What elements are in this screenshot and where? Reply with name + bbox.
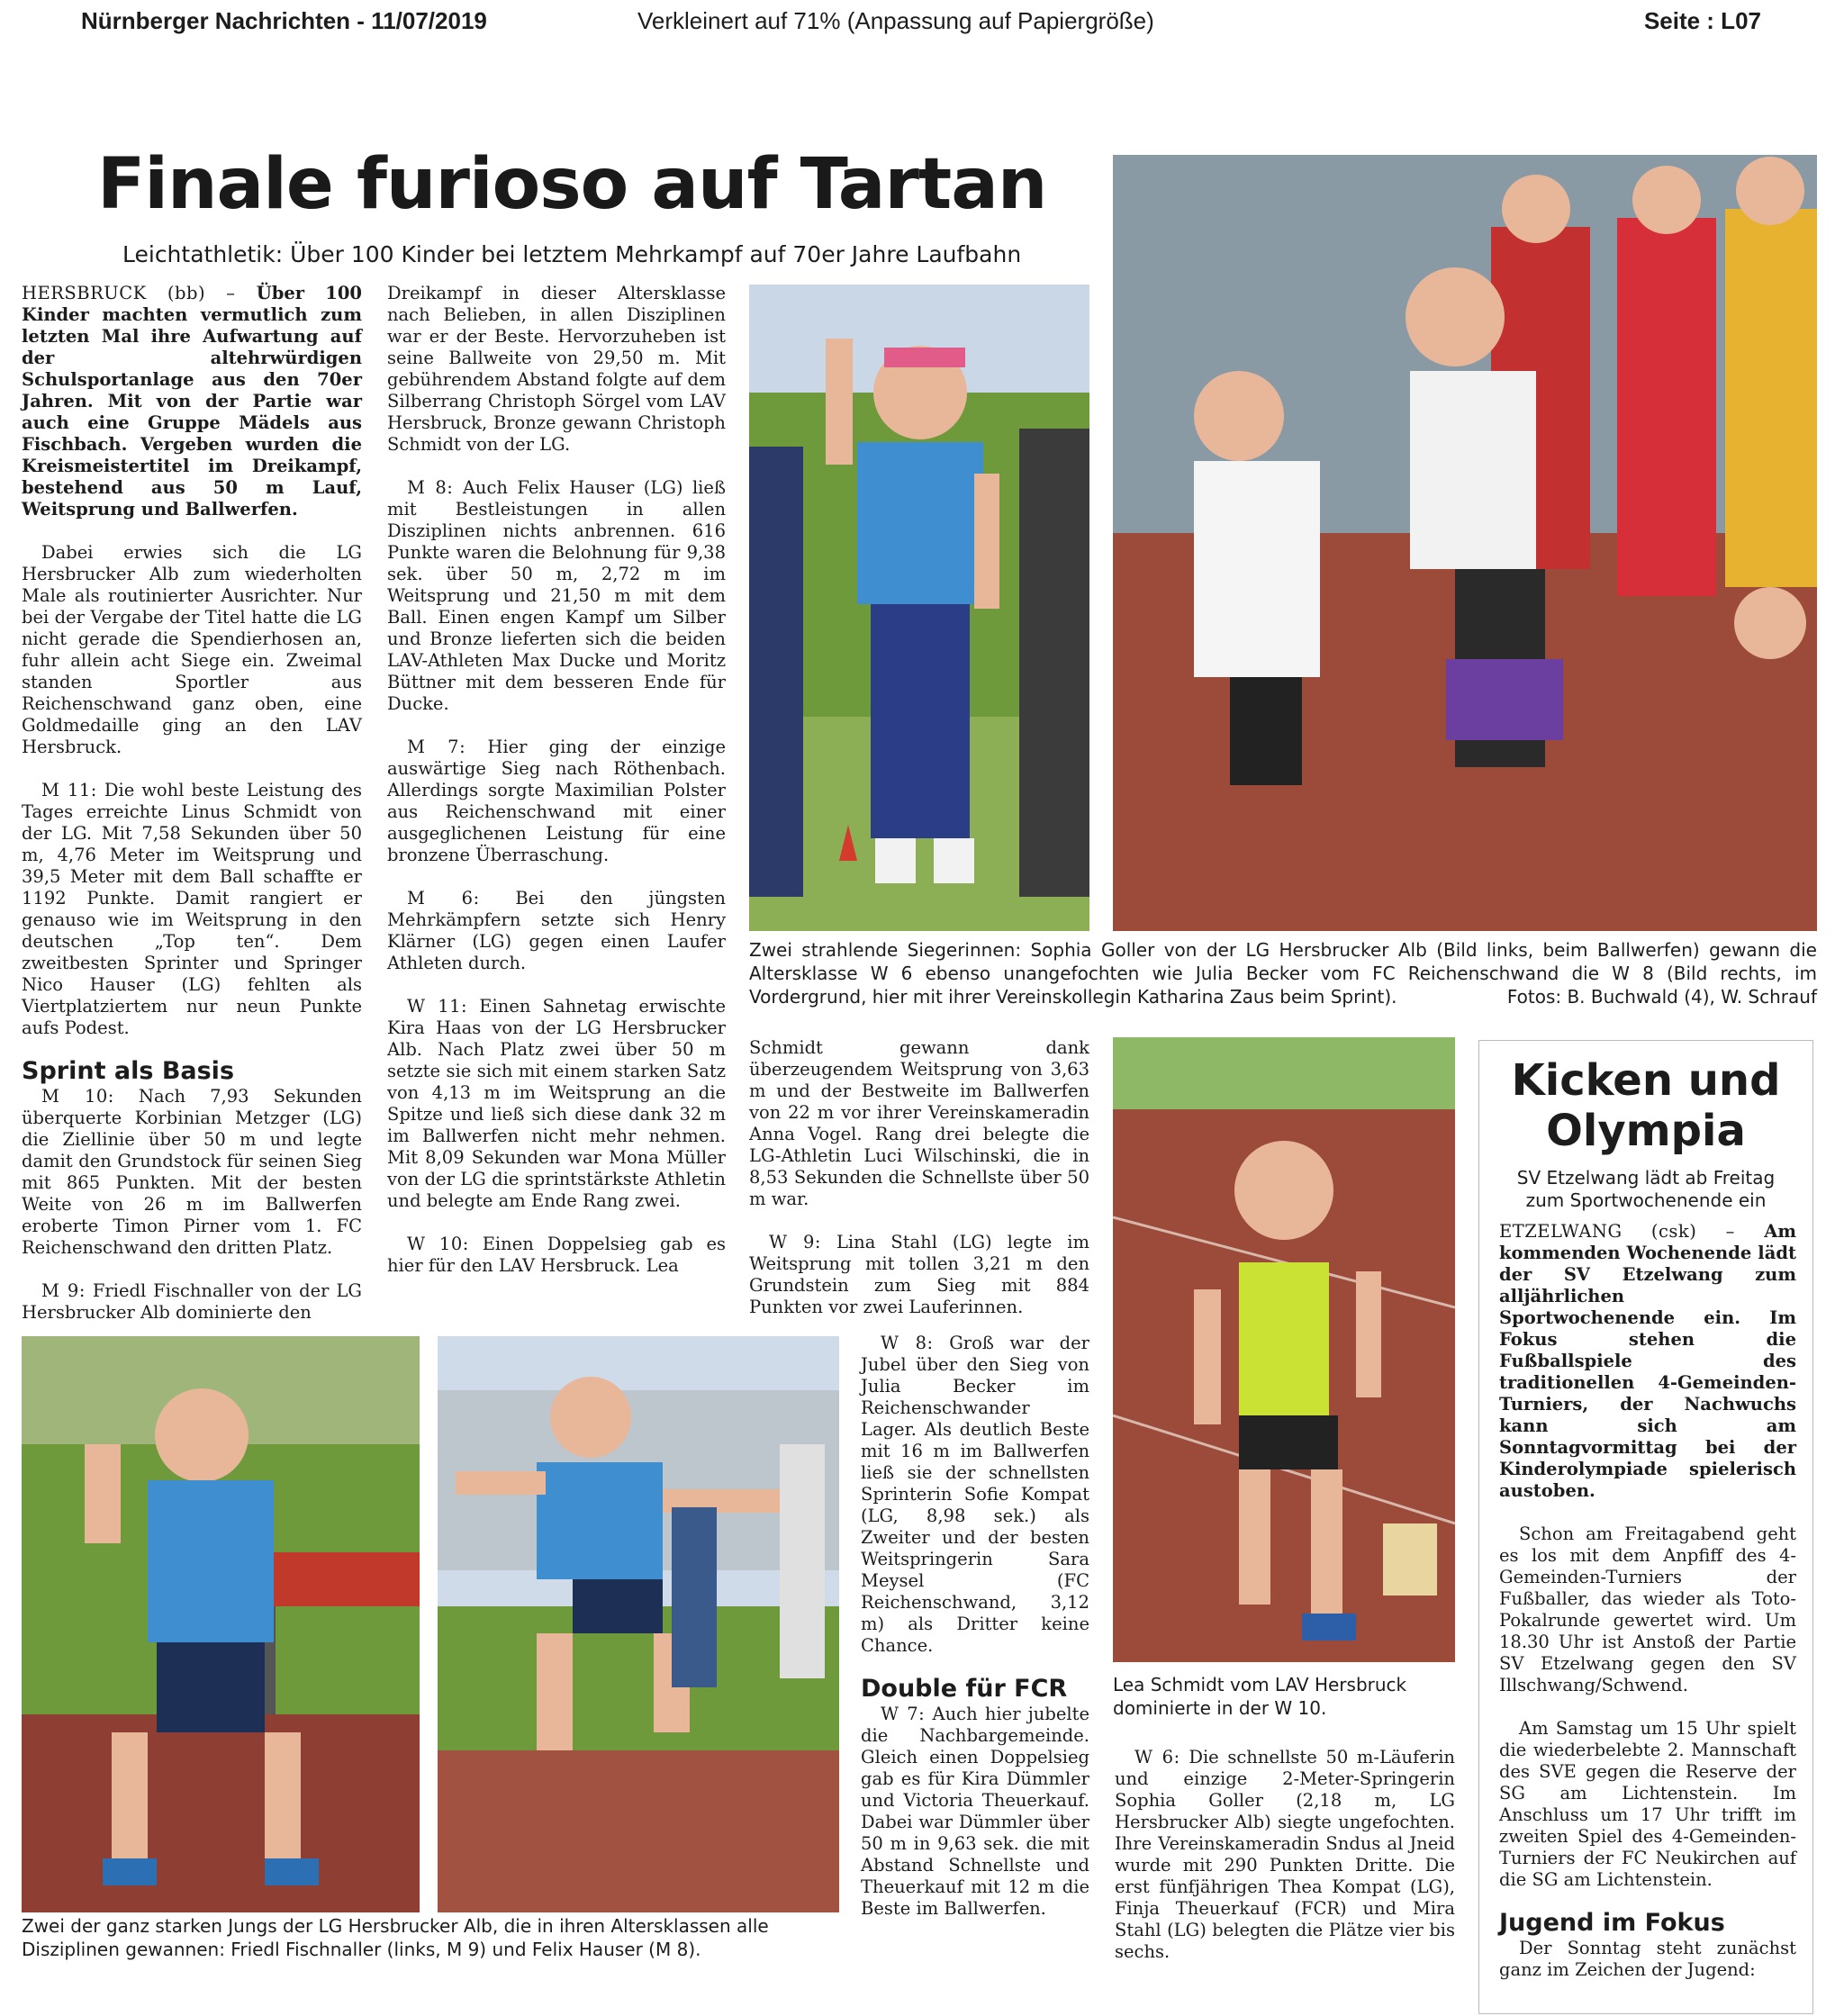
paragraph-w6: W 6: Die schnellste 50 m-Läuferin und einzige 2-Meter-Springerin Sophia Goller (2,18 m, LG Hersbrucker Alb) siegte ungefochten. Ihre Vereinskameradin Sndus al Jneid wurde mit 290 Punkten Dritte. Die erst fünfjährigen Thea Kompat (LG), Finja Theuerkauf (FCR) und Mira Stahl (LG) belegten die Plätze vier bis sechs.: [1115, 1747, 1455, 1962]
sidebar-lead: ETZELWANG (csk) – Am kommenden Wochenende lädt der SV Etzelwang zum alljährlichen Sportwochenende ein. Im Fokus stehen die Fußballspiele des traditionellen 4-Gemeinden-Turniers, der Nachwuchs kann sich am Sonntagvormittag bei der Kinderolympiade spielerisch austoben.: [1499, 1221, 1796, 1501]
dateline: HERSBRUCK (bb) –: [22, 283, 236, 303]
photo-lea-schmidt: [1113, 1037, 1455, 1662]
paragraph-w11: W 11: Einen Sahnetag erwischte Kira Haas von der LG Hersbrucker Alb. Nach Platz zwei über 50 m setzte sie sich mit einem starken Satz von 4,13 m im Weitsprung an die Spitze und ließ sich diese dank 32 m im Ballwerfen nicht mehr nehmen. Mit 8,09 Sekunden war Mona Müller von der LG die sprintstärkste Athletin und belegte am Ende Rang zwei.: [387, 996, 727, 1211]
article-column-4: [861, 1333, 1089, 1941]
section-heading-sprint: Sprint als Basis: [22, 1057, 235, 1085]
photo-boy-weitsprung: [438, 1336, 839, 1912]
article-column-2: [387, 283, 726, 1298]
section-heading-double: Double für FCR: [861, 1675, 1068, 1703]
headline: Finale furioso auf Tartan: [97, 144, 1047, 225]
sidebar-article: [1478, 1040, 1813, 2014]
paragraph-m11: M 11: Die wohl beste Leistung des Tages erreichte Linus Schmidt von der LG. Mit 7,58 Sekunden über 50 m, 4,76 Meter im Weitsprung und 39,5 Meter mit dem Ball schaffte er 1192 Punkte. Damit rangiert er genauso wie im Weitsprung in den deutschen „Top ten“. Dem zweitbesten Sprinter und Springer Nico Hauser (LG) fehlten als Viertplatziertem nur neun Punkte aufs Podest.: [22, 780, 362, 1038]
sidebar-title: Kicken und Olympia: [1511, 1055, 1781, 1156]
article-column-5: [1115, 1747, 1455, 1984]
sidebar-subtitle: SV Etzelwang lädt ab Freitag zum Sportwochenende ein: [1516, 1167, 1776, 1211]
paragraph: Dabei erwies sich die LG Hersbrucker Alb zum wiederholten Male als routinierter Ausrichter. Nur bei der Vergabe der Titel hatte die LG nicht gerade die Spendierhosen an, fuhr allein acht Siege ein. Zweimal standen Sportler aus Reichenschwand ganz oben, eine Goldmedaille ging an den LAV Hersbruck.: [22, 542, 362, 757]
paragraph-m8: M 8: Auch Felix Hauser (LG) ließ mit Bestleistungen in allen Disziplinen nichts anbrennen. 616 Punkte waren die Belohnung für 9,38 sek. über 50 m, 2,72 m im Weitsprung und 21,50 m mit dem Ball. Einen engen Kampf um Silber und Bronze lieferten sich die beiden LAV-Athleten Max Ducke und Moritz Büttner mit dem besseren Ende für Ducke.: [387, 477, 726, 714]
paragraph: Am Samstag um 15 Uhr spielt die wiederbelebte 2. Mannschaft des SVE gegen die Reserve der SG am Lichtenstein. Im Anschluss um 17 Uhr trifft im zweiten Spiel des 4-Gemeinden-Turniers der FC Neukirchen auf die SG am Lichtenstein.: [1499, 1718, 1796, 1890]
subheadline: Leichtathletik: Über 100 Kinder bei letztem Mehrkampf auf 70er Jahre Laufbahn: [122, 241, 1022, 267]
photo-caption-lea: Lea Schmidt vom LAV Hersbruck dominierte in der W 10.: [1113, 1674, 1407, 1719]
photo-caption-top: Zwei strahlende Siegerinnen: Sophia Goller von der LG Hersbrucker Alb (Bild links, beim Ballwerfen) gewann die Altersklasse W 6 ebenso unangefochten wie Julia Becker vom FC Reichenschwand die W 8 (Bild rechts, im Vordergrund, hier mit ihrer Vereinskollegin Katharina Zaus beim Sprint). Fotos: B. Buchwald (4), W. Schrauf: [749, 939, 1817, 1008]
paragraph-m9: M 9: Friedl Fischnaller von der LG Hersbrucker Alb dominierte den: [22, 1280, 362, 1323]
paragraph: Schmidt gewann dank überzeugendem Weitsprung von 3,63 m und der Bestweite im Ballwerfen von 22 m vor ihrer Vereinskameradin Anna Vogel. Rang drei belegte die LG-Athletin Luci Wilschinski, die in 8,53 Sekunden die Schnellste über 50 m war.: [749, 1037, 1089, 1209]
paragraph: Dreikampf in dieser Altersklasse nach Belieben, in allen Disziplinen war er der Beste. Hervorzuheben ist seine Ballweite von 29,50 m. Mit gebührendem Abstand folgte auf dem Silberrang Christoph Sörgel vom LAV Hersbruck, Bronze gewann Christoph Schmidt von der LG.: [387, 283, 726, 455]
scale-note: Verkleinert auf 71% (Anpassung auf Papiergröße): [637, 7, 1154, 34]
paragraph-w9: W 9: Lina Stahl (LG) legte im Weitsprung mit tollen 3,21 m den Grundstein zum Sieg mit 884 Punkten vor zwei Lauferinnen.: [749, 1232, 1089, 1317]
paragraph-w10: W 10: Einen Doppelsieg gab es hier für den LAV Hersbruck. Lea: [387, 1234, 726, 1276]
article-column-1: [22, 283, 362, 1345]
photo-caption-bottom: Zwei der ganz starken Jungs der LG Hersbrucker Alb, die in ihren Altersklassen alle Disziplinen gewannen: Friedl Fischnaller (links, M 9) und Felix Hauser (M 8).: [22, 1915, 769, 1960]
section-heading-jugend: Jugend im Fokus: [1499, 1909, 1725, 1937]
paragraph-m10: M 10: Nach 7,93 Sekunden überquerte Korbinian Metzger (LG) die Ziellinie über 50 m und legte damit den Grundstock für seinen Sieg mit 865 Punkten. Mit der besten Weite von 26 m im Ballwerfen eroberte Timon Pirner vom 1. FC Reichenschwand den dritten Platz.: [22, 1086, 362, 1258]
paragraph-m6: M 6: Bei den jüngsten Mehrkämpfern setzte sich Henry Klärner (LG) gegen einen Laufer Athleten durch.: [387, 888, 726, 973]
photo-girls-sprint: [1113, 155, 1817, 931]
paragraph-w7: W 7: Auch hier jubelte die Nachbargemeinde. Gleich einen Doppelsieg gab es für Kira Dümmler und Victoria Theuerkauf. Dabei war Dümmler über 50 m in 9,63 sek. die mit Abstand Schnellste und Theuerkauf mit 12 m die Beste im Ballwerfen.: [861, 1704, 1089, 1919]
photo-credit: Fotos: B. Buchwald (4), W. Schrauf: [1506, 986, 1817, 1008]
lead-paragraph: HERSBRUCK (bb) – Über 100 Kinder machten vermutlich zum letzten Mal ihre Aufwartung auf der altehrwürdigen Schulsportanlage aus den 70er Jahren. Mit von der Partie war auch eine Gruppe Mädels aus Fischbach. Vergeben wurden die Kreismeistertitel im Dreikampf, bestehend aus 50 m Lauf, Weitsprung und Ballwerfen.: [22, 283, 362, 520]
paragraph: Der Sonntag steht zunächst ganz im Zeichen der Jugend:: [1499, 1938, 1796, 1980]
article-column-3: [749, 1037, 1089, 1340]
page-number: Seite : L07: [1643, 7, 1761, 34]
sidebar-body: [1499, 1221, 1796, 2002]
photo-girl-ballwerfen: [749, 285, 1089, 931]
paragraph-w8: W 8: Groß war der Jubel über den Sieg von Julia Becker im Reichenschwander Lager. Als deutlich Beste mit 16 m im Ballwerfen ließ sie der schnellsten Sprinterin Sofie Kompat (LG, 8,98 sek.) als Zweiter und der besten Weitspringerin Sara Meysel (FC Reichenschwand, 3,12 m) als Dritter keine Chance.: [861, 1333, 1089, 1656]
newspaper-date: Nürnberger Nachrichten - 11/07/2019: [81, 7, 487, 34]
photo-boy-throwing: [22, 1336, 420, 1912]
print-header: [0, 5, 1844, 36]
paragraph: Schon am Freitagabend geht es los mit dem Anpfiff des 4-Gemeinden-Turniers der Fußballer, das wieder als Toto-Pokalrunde gewertet wird. Um 18.30 Uhr ist Anstoß der Partie SV Etzelwang gegen den SV Illschwang/Schwend.: [1499, 1523, 1796, 1695]
paragraph-m7: M 7: Hier ging der einzige auswärtige Sieg nach Röthenbach. Allerdings sorgte Maximilian Polster aus Reichenschwand mit einer ausgeglichenen Leistung für eine bronzene Überraschung.: [387, 737, 726, 865]
